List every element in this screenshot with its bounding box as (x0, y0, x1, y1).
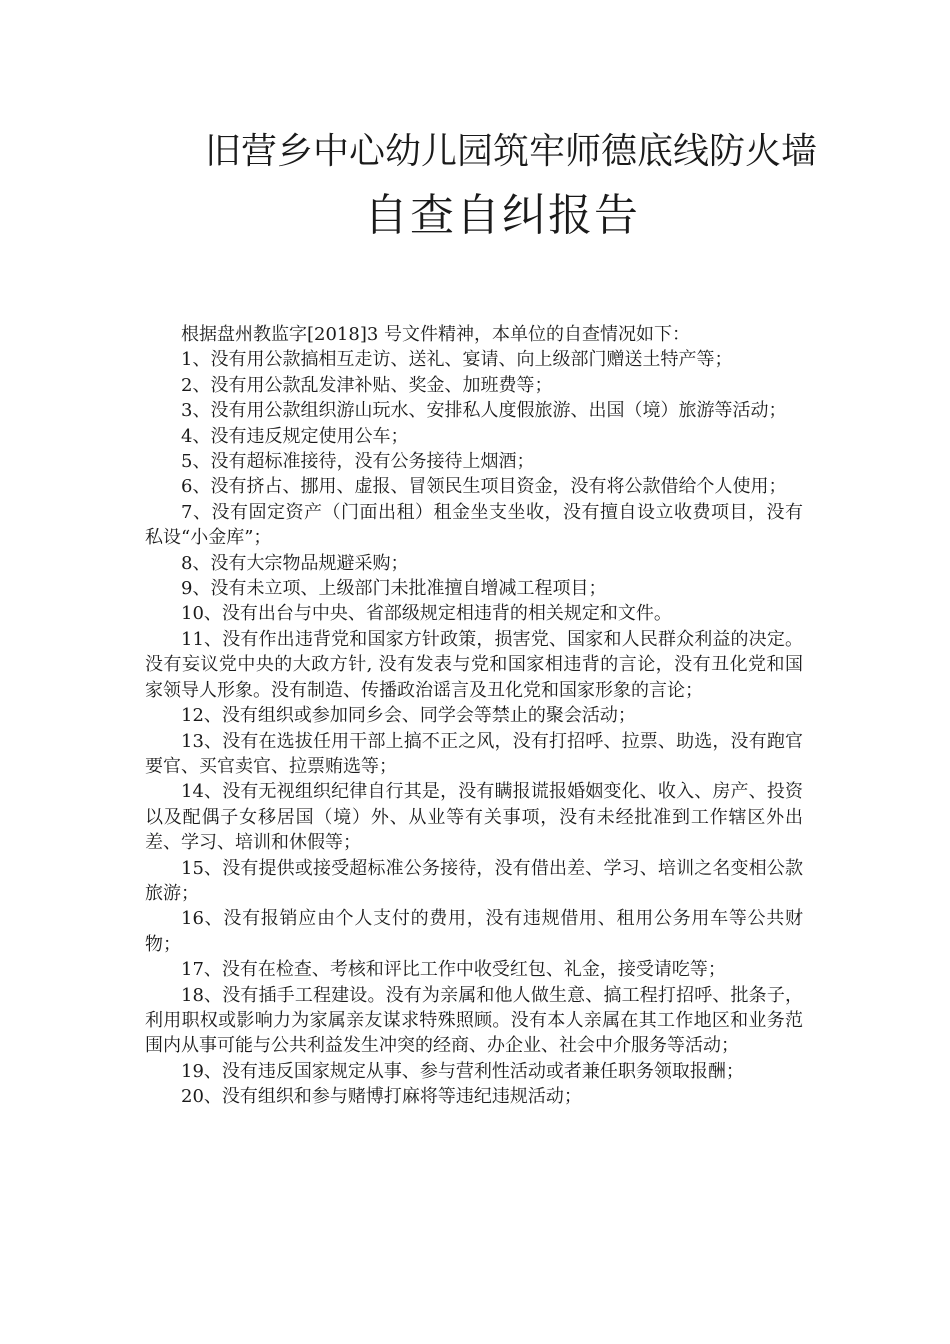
document-body (145, 322, 803, 1110)
list-item: 11、没有作出违背党和国家方针政策，损害党、国家和人民群众利益的决定。没有妄议党中央的大政方针, 没有发表与党和国家相违背的言论，没有丑化党和国家领导人形象。没有制造、传播政治谣言及丑化党和国家形象的言论； (145, 628, 803, 701)
list-item: 15、没有提供或接受超标准公务接待，没有借出差、学习、培训之名变相公款旅游； (145, 857, 803, 904)
intro-paragraph: 根据盘州教监字[2018]3 号文件精神，本单位的自查情况如下： (181, 324, 691, 345)
list-item: 7、没有固定资产（门面出租）租金坐支坐收，没有擅自设立收费项目，没有私设“小金库”； (145, 501, 803, 549)
list-item: 3、没有用公款组织游山玩水、安排私人度假旅游、出国（境）旅游等活动； (181, 400, 787, 422)
list-item: 14、没有无视组织纪律自行其是，没有瞒报谎报婚姻变化、收入、房产、投资以及配偶子女移居国（境）外、从业等有关事项，没有未经批准到工作辖区外出差、学习、培训和休假等； (145, 781, 803, 854)
list-item: 8、没有大宗物品规避采购； (181, 552, 409, 574)
list-item: 19、没有违反国家规定从事、参与营利性活动或者兼任职务领取报酬； (181, 1060, 744, 1082)
list-item: 13、没有在选拔任用干部上搞不正之风，没有打招呼、拉票、助选，没有跑官要官、买官卖官、拉票贿选等； (145, 730, 803, 777)
list-item: 12、没有组织或参加同乡会、同学会等禁止的聚会活动； (181, 705, 636, 727)
list-item: 2、没有用公款乱发津补贴、奖金、加班费等； (181, 374, 553, 396)
list-item: 10、没有出台与中央、省部级规定相违背的相关规定和文件。 (181, 603, 672, 625)
list-item: 6、没有挤占、挪用、虚报、冒领民生项目资金，没有将公款借给个人使用； (181, 476, 787, 498)
document-title-line1: 旧营乡中心幼儿园筑牢师德底线防火墙 (205, 131, 818, 172)
list-item: 17、没有在检查、考核和评比工作中收受红包、礼金，接受请吃等； (181, 959, 726, 981)
list-item: 1、没有用公款搞相互走访、送礼、宴请、向上级部门赠送土特产等； (181, 349, 733, 371)
list-item: 18、没有插手工程建设。没有为亲属和他人做生意、搞工程打招呼、批条子，利用职权或影响力为家属亲友谋求特殊照顾。没有本人亲属在其工作地区和业务范围内从事可能与公共利益发生冲突的经商、办企业、社会中介服务等活动； (145, 984, 803, 1057)
document-title-line2: 自查自纠报告 (364, 190, 640, 241)
list-item: 9、没有未立项、上级部门未批准擅自增减工程项目； (181, 578, 607, 600)
list-item: 16、没有报销应由个人支付的费用，没有违规借用、租用公务用车等公共财物； (145, 908, 803, 955)
list-item: 20、没有组织和参与赌博打麻将等违纪违规活动； (181, 1086, 582, 1108)
list-item: 4、没有违反规定使用公车； (181, 425, 409, 447)
list-item: 5、没有超标准接待，没有公务接待上烟酒； (181, 451, 535, 473)
